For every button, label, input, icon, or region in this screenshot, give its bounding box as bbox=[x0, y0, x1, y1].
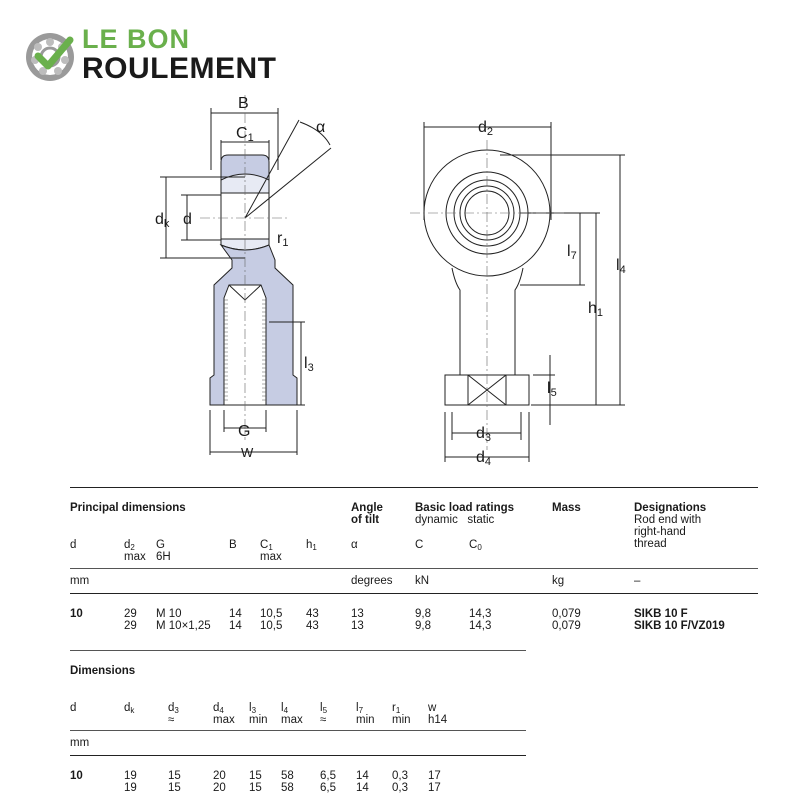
designations-sub-3: thread bbox=[634, 538, 667, 550]
cell-c0: 14,3 bbox=[469, 608, 492, 620]
col-b: B bbox=[229, 539, 237, 551]
col-d3-approx: ≈ bbox=[168, 714, 175, 726]
cell-b: 14 bbox=[229, 620, 242, 632]
col-c: C bbox=[415, 539, 424, 551]
cell-l5: 6,5 bbox=[320, 770, 336, 782]
cell-d4: 20 bbox=[213, 782, 226, 794]
cell-l4: 58 bbox=[281, 770, 294, 782]
label-d4: d4 bbox=[476, 449, 492, 468]
col-w: w bbox=[428, 702, 437, 714]
unit-degrees: degrees bbox=[351, 575, 393, 587]
label-r1: r1 bbox=[277, 230, 289, 249]
table2-header-rule bbox=[70, 730, 526, 731]
col-d4-max: max bbox=[213, 714, 235, 726]
label-l7: l7 bbox=[567, 243, 577, 262]
label-h1: h1 bbox=[588, 300, 604, 319]
col-c1: $C_1$ bbox=[260, 539, 273, 552]
label-l4: l4 bbox=[616, 257, 626, 276]
cell-mass: 0,079 bbox=[552, 608, 581, 620]
col-l4-max: max bbox=[281, 714, 303, 726]
table1-units-rule bbox=[70, 593, 758, 594]
label-d: d bbox=[183, 211, 192, 228]
cell-l5: 6,5 bbox=[320, 782, 336, 794]
table2-title: Dimensions bbox=[70, 665, 136, 677]
label-l3: l3 bbox=[304, 355, 314, 374]
cell-l3: 15 bbox=[249, 770, 262, 782]
cell-r1: 0,3 bbox=[392, 782, 408, 794]
col-d2-max: max bbox=[124, 551, 146, 563]
label-alpha: α bbox=[316, 119, 326, 136]
cell-d3: 15 bbox=[168, 782, 181, 794]
cell-l7: 14 bbox=[356, 770, 369, 782]
mass-title: Mass bbox=[552, 502, 581, 514]
cell-w: 17 bbox=[428, 782, 441, 794]
col-l5-approx: ≈ bbox=[320, 714, 327, 726]
cell-c: 9,8 bbox=[415, 608, 431, 620]
cell-d2: 29 bbox=[124, 608, 137, 620]
cell-w: 17 bbox=[428, 770, 441, 782]
table1-header-rule bbox=[70, 568, 758, 569]
cell-d4: 20 bbox=[213, 770, 226, 782]
table1-bottom-rule bbox=[70, 650, 526, 651]
angle-title-1: Angle bbox=[351, 502, 383, 514]
cell-mass: 0,079 bbox=[552, 620, 581, 632]
col-g-6h: 6H bbox=[156, 551, 171, 563]
label-l5: l5 bbox=[547, 380, 557, 399]
cell-alpha: 13 bbox=[351, 608, 364, 620]
unit-dash: – bbox=[634, 575, 641, 587]
label-d2: d2 bbox=[478, 119, 494, 138]
col-l4: $l_4$ bbox=[281, 702, 289, 715]
cell-h1: 43 bbox=[306, 608, 319, 620]
cell-d3: 15 bbox=[168, 770, 181, 782]
cell-g: M 10×1,25 bbox=[156, 620, 211, 632]
col-d: d bbox=[70, 539, 77, 551]
cell-b: 14 bbox=[229, 608, 242, 620]
col-d4: $d_4$ bbox=[213, 702, 224, 715]
label-g: G bbox=[238, 423, 251, 440]
unit-kg: kg bbox=[552, 575, 565, 587]
cell-r1: 0,3 bbox=[392, 770, 408, 782]
cell-l7: 14 bbox=[356, 782, 369, 794]
label-b: B bbox=[238, 95, 249, 112]
cell-l4: 58 bbox=[281, 782, 294, 794]
cell-c1: 10,5 bbox=[260, 608, 283, 620]
col-d3: $d_3$ bbox=[168, 702, 179, 715]
cell-c1: 10,5 bbox=[260, 620, 283, 632]
cell-h1: 43 bbox=[306, 620, 319, 632]
col-l7: $l_7$ bbox=[356, 702, 364, 715]
label-d3: d3 bbox=[476, 425, 492, 444]
col-l3: $l_3$ bbox=[249, 702, 257, 715]
angle-title-2: of tilt bbox=[351, 514, 380, 526]
col-l7-min: min bbox=[356, 714, 375, 726]
col-r1: $r_1$ bbox=[392, 702, 401, 715]
logo-line1: LE BON bbox=[82, 24, 191, 54]
unit-mm: mm bbox=[70, 575, 90, 587]
table1-d-value: 10 bbox=[70, 608, 83, 620]
table1-title: Principal dimensions bbox=[70, 502, 186, 514]
col-h1: $h_1$ bbox=[306, 539, 317, 552]
designations-title: Designations bbox=[634, 502, 707, 514]
designations-sub-2: right-hand bbox=[634, 526, 686, 538]
cell-dk: 19 bbox=[124, 770, 137, 782]
label-w: W bbox=[241, 445, 254, 460]
col-g: G bbox=[156, 539, 165, 551]
col-c1-max: max bbox=[260, 551, 282, 563]
col-dk: $d_k$ bbox=[124, 702, 135, 715]
label-dk: dk bbox=[155, 211, 170, 230]
cell-dk: 19 bbox=[124, 782, 137, 794]
designations-sub-1: Rod end with bbox=[634, 514, 702, 526]
load-title: Basic load ratings bbox=[415, 502, 515, 514]
label-c1: C1 bbox=[236, 125, 254, 144]
load-subtitle: dynamic static bbox=[415, 514, 495, 526]
cell-g: M 10 bbox=[156, 608, 182, 620]
cell-alpha: 13 bbox=[351, 620, 364, 632]
cell-designation: SIKB 10 F bbox=[634, 608, 688, 620]
col-d: d bbox=[70, 702, 77, 714]
unit-kn: kN bbox=[415, 575, 430, 587]
table2-units-rule bbox=[70, 755, 526, 756]
logo-line2: ROULEMENT bbox=[82, 52, 277, 85]
cell-designation: SIKB 10 F/VZ019 bbox=[634, 620, 725, 632]
col-l3-min: min bbox=[249, 714, 268, 726]
cell-d2: 29 bbox=[124, 620, 137, 632]
cell-l3: 15 bbox=[249, 782, 262, 794]
unit-mm: mm bbox=[70, 737, 90, 749]
col-alpha: α bbox=[351, 539, 358, 551]
col-r1-min: min bbox=[392, 714, 411, 726]
cell-c: 9,8 bbox=[415, 620, 431, 632]
cell-c0: 14,3 bbox=[469, 620, 492, 632]
col-l5: $l_5$ bbox=[320, 702, 328, 715]
col-w-h14: h14 bbox=[428, 714, 448, 726]
col-d2: $d_2$ bbox=[124, 539, 135, 552]
table2-d-value: 10 bbox=[70, 770, 83, 782]
table1-top-rule bbox=[70, 487, 758, 488]
col-c0: $C_0$ bbox=[469, 539, 482, 552]
